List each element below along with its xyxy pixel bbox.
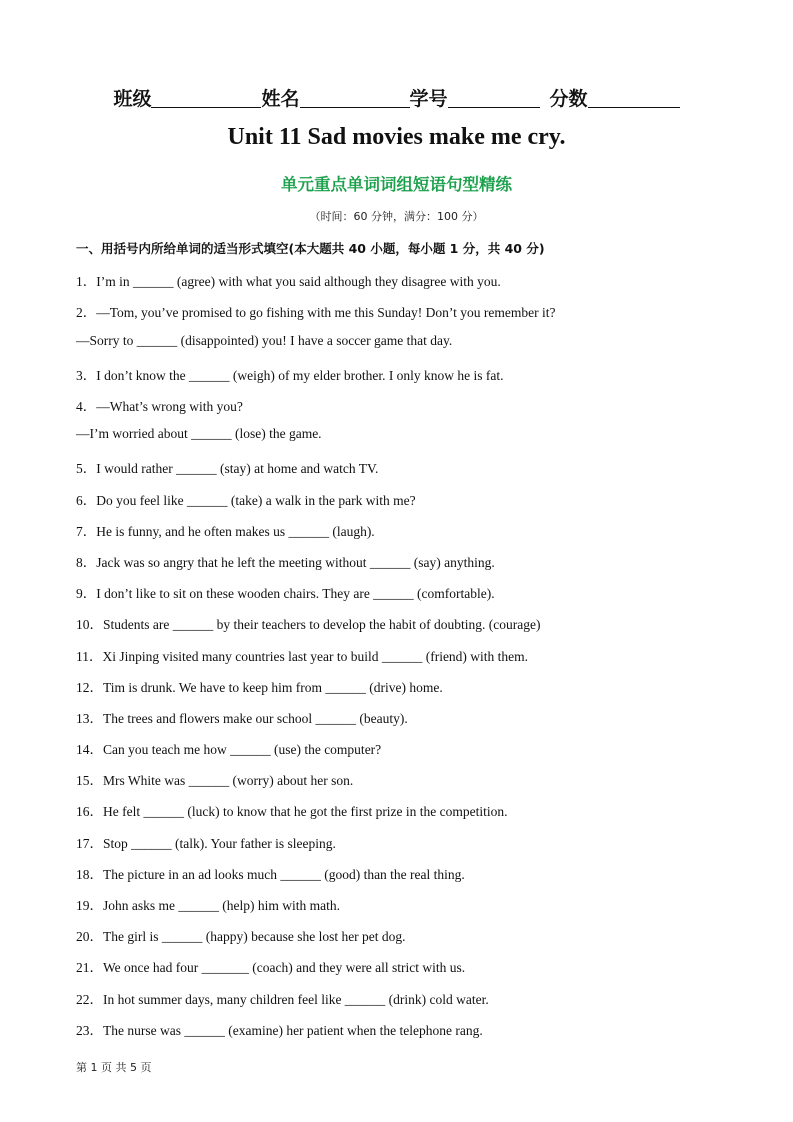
question-line: 7．He is funny, and he often makes us ______ (laugh).	[76, 524, 375, 539]
question-line: 4．—What’s wrong with you?	[76, 399, 243, 414]
score-label: 分数	[549, 88, 588, 110]
question-line: 3．I don’t know the ______ (weigh) of my elder brother. I only know he is fat.	[76, 368, 504, 383]
class-blank[interactable]	[151, 87, 261, 108]
question-line: 10．Students are ______ by their teachers to develop the habit of doubting. (courage)	[76, 617, 541, 632]
question-line: 9．I don’t like to sit on these wooden chairs. They are ______ (comfortable).	[76, 586, 495, 601]
question-line: —I’m worried about ______ (lose) the game.	[76, 426, 322, 441]
question-line: 14．Can you teach me how ______ (use) the computer?	[76, 742, 382, 757]
section-heading: 一、用括号内所给单词的适当形式填空(本大题共 40 小题，每小题 1 分，共 40 分)	[76, 241, 545, 256]
name-label: 姓名	[261, 88, 300, 110]
name-blank[interactable]	[300, 87, 410, 108]
question-line: 22．In hot summer days, many children feel like ______ (drink) cold water.	[76, 992, 489, 1007]
question-line: 8．Jack was so angry that he left the meeting without ______ (say) anything.	[76, 555, 495, 570]
question-line: 18．The picture in an ad looks much ______ (good) than the real thing.	[76, 867, 465, 882]
score-blank[interactable]	[588, 87, 680, 108]
id-label: 学号	[409, 88, 448, 110]
unit-title: Unit 11 Sad movies make me cry.	[227, 124, 566, 150]
student-info-line	[0, 84, 793, 111]
question-line: 19．John asks me ______ (help) him with math.	[76, 898, 340, 913]
question-line: 17．Stop ______ (talk). Your father is sleeping.	[76, 836, 336, 851]
question-line: 13．The trees and flowers make our school ______ (beauty).	[76, 711, 408, 726]
question-line: 16．He felt ______ (luck) to know that he got the first prize in the competition.	[76, 804, 508, 819]
class-label: 班级	[113, 88, 152, 110]
time-score-info: （时间：60 分钟，满分：100 分）	[309, 210, 484, 223]
question-line: 21．We once had four _______ (coach) and they were all strict with us.	[76, 960, 466, 975]
question-line: 12．Tim is drunk. We have to keep him from ______ (drive) home.	[76, 680, 443, 695]
page-footer: 第 1 页 共 5 页	[76, 1061, 152, 1074]
question-line: 11．Xi Jinping visited many countries last year to build ______ (friend) with them.	[76, 649, 529, 664]
question-line: 5．I would rather ______ (stay) at home and watch TV.	[76, 461, 379, 476]
unit-subtitle: 单元重点单词词组短语句型精练	[281, 175, 512, 194]
question-line: 1．I’m in ______ (agree) with what you said although they disagree with you.	[76, 274, 501, 289]
question-line: 15．Mrs White was ______ (worry) about her son.	[76, 773, 354, 788]
question-line: 2．—Tom, you’ve promised to go fishing with me this Sunday! Don’t you remember it?	[76, 305, 556, 320]
question-line: —Sorry to ______ (disappointed) you! I have a soccer game that day.	[76, 333, 453, 348]
question-line: 23．The nurse was ______ (examine) her patient when the telephone rang.	[76, 1023, 483, 1038]
id-blank[interactable]	[448, 87, 540, 108]
question-line: 20．The girl is ______ (happy) because she lost her pet dog.	[76, 929, 406, 944]
question-line: 6．Do you feel like ______ (take) a walk in the park with me?	[76, 493, 416, 508]
